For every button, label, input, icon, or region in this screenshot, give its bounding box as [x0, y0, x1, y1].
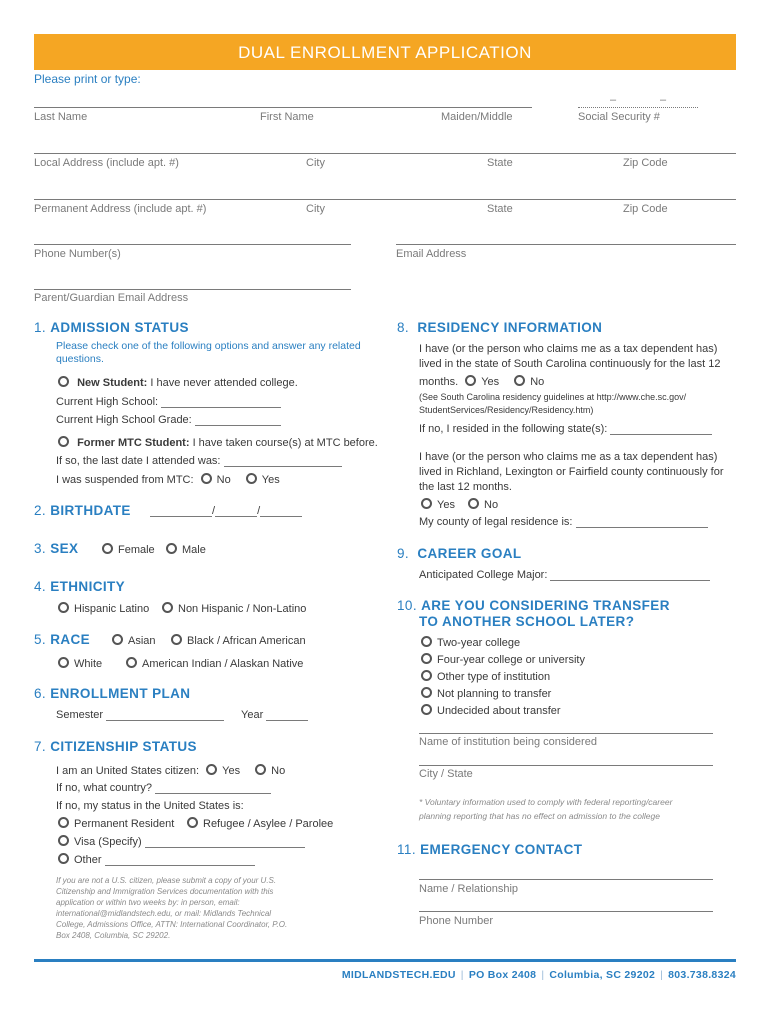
residency-county-no-radio[interactable]	[468, 498, 479, 509]
ssn-dash-1: –	[610, 94, 617, 106]
local-address-line[interactable]	[34, 153, 736, 154]
local-city-label: City	[306, 157, 325, 169]
transfer-option-two-year[interactable]: Two-year college	[421, 636, 520, 649]
residency-paragraph-1-l2: lived in the state of South Carolina continuously for the last 12	[419, 358, 721, 370]
permanent-resident-option[interactable]: Permanent Resident	[58, 817, 174, 830]
former-student-option[interactable]: Former MTC Student: I have taken course(s) at MTC before.	[58, 436, 378, 449]
non-hispanic-radio[interactable]	[162, 602, 173, 613]
semester-field[interactable]: Semester	[56, 709, 224, 721]
phone-label: Phone Number(s)	[34, 248, 121, 260]
race-asian-option[interactable]: Asian	[112, 634, 156, 647]
citizen-yes-radio[interactable]	[206, 764, 217, 775]
suspended-question: I was suspended from MTC: No Yes	[56, 474, 280, 486]
section-career-goal: 9. CAREER GOAL	[397, 546, 522, 561]
female-radio[interactable]	[102, 543, 113, 554]
resided-states-field[interactable]: If no, I resided in the following state(s):	[419, 423, 712, 435]
other-institution-radio[interactable]	[421, 670, 432, 681]
first-name-label: First Name	[260, 111, 314, 123]
last-date-field[interactable]: If so, the last date I attended was:	[56, 455, 342, 467]
footer-phone: 803.738.8324	[668, 969, 736, 981]
suspended-no-radio[interactable]	[201, 473, 212, 484]
section-admission-status: 1. ADMISSION STATUS	[34, 320, 189, 335]
section-residency-information: 8. RESIDENCY INFORMATION	[397, 320, 603, 335]
page-title: DUAL ENROLLMENT APPLICATION	[238, 43, 532, 62]
email-line[interactable]	[396, 244, 736, 245]
permanent-resident-radio[interactable]	[58, 817, 69, 828]
local-state-label: State	[487, 157, 513, 169]
ethnicity-hispanic-option[interactable]: Hispanic Latino	[58, 602, 149, 615]
suspended-yes-radio[interactable]	[246, 473, 257, 484]
section-race: 5. RACE	[34, 632, 91, 647]
section-emergency-contact: 11. EMERGENCY CONTACT	[397, 842, 583, 857]
footer-contact: MIDLANDSTECH.EDU | PO Box 2408 | Columbia, SC 29202 | 803.738.8324	[341, 969, 736, 981]
residency-paragraph-1-l1: I have (or the person who claims me as a tax dependent has)	[419, 343, 718, 355]
section-citizenship-status: 7. CITIZENSHIP STATUS	[34, 739, 197, 754]
residency-paragraph-2-l1: I have (or the person who claims me as a tax dependent has)	[419, 451, 718, 463]
other-status-radio[interactable]	[58, 853, 69, 864]
print-instruction: Please print or type:	[34, 72, 141, 86]
emergency-name-line[interactable]	[419, 879, 713, 880]
refugee-radio[interactable]	[187, 817, 198, 828]
county-residence-field[interactable]: My county of legal residence is:	[419, 516, 708, 528]
current-grade-field[interactable]: Current High School Grade:	[56, 414, 281, 426]
college-major-field[interactable]: Anticipated College Major:	[419, 569, 710, 581]
former-student-radio[interactable]	[58, 436, 69, 447]
section-ethnicity: 4. ETHNICITY	[34, 579, 126, 594]
transfer-option-other[interactable]: Other type of institution	[421, 670, 550, 683]
residency-sc-question: months. Yes No	[419, 376, 545, 388]
residency-sc-yes-radio[interactable]	[465, 375, 476, 386]
white-radio[interactable]	[58, 657, 69, 668]
city-state-label: City / State	[419, 768, 473, 780]
section-sex: 3. SEX	[34, 541, 79, 556]
emergency-name-label: Name / Relationship	[419, 883, 519, 895]
hispanic-radio[interactable]	[58, 602, 69, 613]
other-status-option[interactable]: Other	[58, 853, 255, 866]
emergency-phone-line[interactable]	[419, 911, 713, 912]
year-field[interactable]: Year	[241, 709, 308, 721]
email-label: Email Address	[396, 248, 467, 260]
voluntary-note-l1: * Voluntary information used to comply with federal reporting/career	[419, 797, 673, 807]
residency-paragraph-2-l3: the last 12 months.	[419, 481, 512, 493]
two-year-radio[interactable]	[421, 636, 432, 647]
race-black-option[interactable]: Black / African American	[171, 634, 306, 647]
permanent-address-label: Permanent Address (include apt. #)	[34, 203, 207, 215]
voluntary-note-l2: planning reporting that has no effect on admission to the college	[419, 811, 660, 821]
transfer-option-undecided[interactable]: Undecided about transfer	[421, 704, 561, 717]
phone-line[interactable]	[34, 244, 351, 245]
parent-email-label: Parent/Guardian Email Address	[34, 292, 189, 304]
last-name-label: Last Name	[34, 111, 88, 123]
asian-radio[interactable]	[112, 634, 123, 645]
undecided-radio[interactable]	[421, 704, 432, 715]
permanent-address-line[interactable]	[34, 199, 736, 200]
footer-po-box: PO Box 2408	[468, 969, 537, 981]
new-student-option[interactable]: New Student: I have never attended college.	[58, 376, 298, 389]
permanent-zip-label: Zip Code	[623, 203, 668, 215]
parent-email-line[interactable]	[34, 289, 351, 290]
name-line[interactable]	[34, 107, 532, 108]
sex-male-option[interactable]: Male	[166, 543, 206, 556]
residency-guidelines-l2: StudentServices/Residency/Residency.htm)	[419, 405, 594, 415]
residency-county-yes-radio[interactable]	[421, 498, 432, 509]
refugee-option[interactable]: Refugee / Asylee / Parolee	[187, 817, 333, 830]
american-indian-radio[interactable]	[126, 657, 137, 668]
local-zip-label: Zip Code	[623, 157, 668, 169]
what-country-field[interactable]: If no, what country?	[56, 782, 271, 794]
section-transfer: 10. ARE YOU CONSIDERING TRANSFER	[397, 598, 670, 613]
city-state-line[interactable]	[419, 765, 713, 766]
visa-radio[interactable]	[58, 835, 69, 846]
maiden-label: Maiden/Middle	[441, 111, 513, 123]
citizenship-note: If you are not a U.S. citizen, please submit a copy of your U.S. Citizenship and Immigration Services documentation with this application or within two weeks by: in person, email: international@midlandstech.edu, or mail: Midlands Technical College, Admissions Office, ATTN: International Coordinator, P.O. Box 2408, Columbia, SC 29202.	[56, 876, 288, 940]
birthdate-field[interactable]: / /	[150, 505, 302, 517]
residency-county-question: Yes No	[421, 498, 498, 511]
us-status-label: If no, my status in the United States is:	[56, 800, 244, 812]
ssn-line[interactable]	[578, 107, 698, 108]
new-student-radio[interactable]	[58, 376, 69, 387]
residency-sc-no-radio[interactable]	[514, 375, 525, 386]
ssn-dash-2: –	[660, 94, 667, 106]
four-year-radio[interactable]	[421, 653, 432, 664]
transfer-option-four-year[interactable]: Four-year college or university	[421, 653, 585, 666]
visa-option[interactable]: Visa (Specify)	[58, 835, 305, 848]
header-banner	[34, 34, 736, 70]
male-radio[interactable]	[166, 543, 177, 554]
transfer-option-not-planning[interactable]: Not planning to transfer	[421, 687, 551, 700]
admission-instructions-2: questions.	[56, 353, 104, 365]
race-american-indian-option[interactable]: American Indian / Alaskan Native	[126, 657, 303, 670]
footer-city: Columbia, SC 29202	[549, 969, 656, 981]
emergency-phone-label: Phone Number	[419, 915, 493, 927]
residency-guidelines-l1: (See South Carolina residency guidelines at http://www.che.sc.gov/	[419, 392, 687, 402]
admission-instructions-1: Please check one of the following options and answer any related	[56, 340, 361, 352]
ethnicity-non-hispanic-option[interactable]: Non Hispanic / Non-Latino	[162, 602, 306, 615]
current-high-school-field[interactable]: Current High School:	[56, 396, 281, 408]
footer-website[interactable]: MIDLANDSTECH.EDU	[341, 969, 456, 981]
permanent-city-label: City	[306, 203, 325, 215]
not-planning-radio[interactable]	[421, 687, 432, 698]
section-birthdate: 2. BIRTHDATE	[34, 503, 131, 518]
citizen-question: I am an United States citizen: Yes No	[56, 765, 286, 777]
residency-paragraph-2-l2: lived in Richland, Lexington or Fairfield county continuously for	[419, 466, 724, 478]
institution-label: Name of institution being considered	[419, 736, 597, 748]
sex-female-option[interactable]: Female	[102, 543, 155, 556]
footer-rule	[34, 959, 736, 962]
section-transfer-line2: TO ANOTHER SCHOOL LATER?	[419, 614, 635, 629]
permanent-state-label: State	[487, 203, 513, 215]
black-radio[interactable]	[171, 634, 182, 645]
section-enrollment-plan: 6. ENROLLMENT PLAN	[34, 686, 191, 701]
race-white-option[interactable]: White	[58, 657, 102, 670]
ssn-label: Social Security #	[578, 111, 660, 123]
citizen-no-radio[interactable]	[255, 764, 266, 775]
local-address-label: Local Address (include apt. #)	[34, 157, 179, 169]
institution-line[interactable]	[419, 733, 713, 734]
